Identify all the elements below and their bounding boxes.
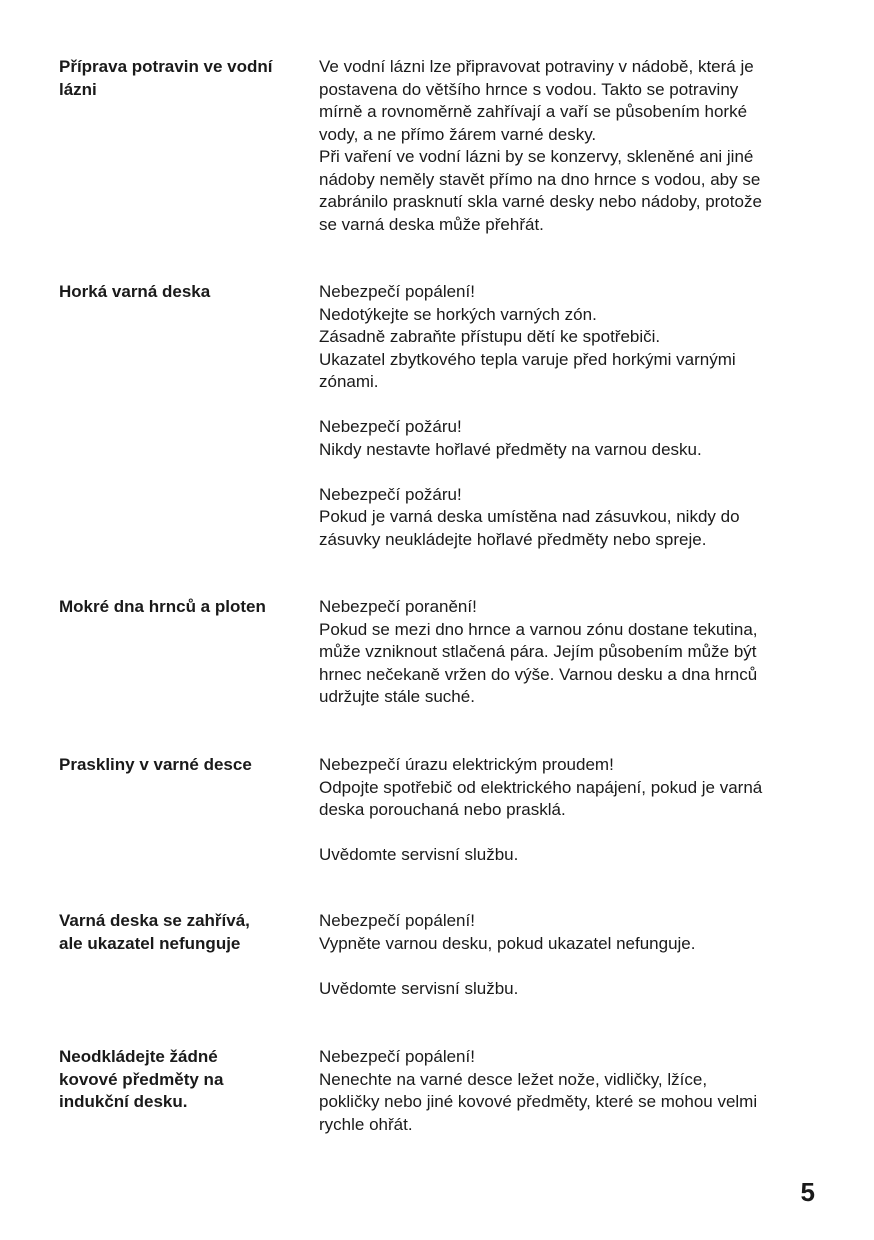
section-paragraph: Nebezpečí popálení! Nedotýkejte se horkých varných zón. Zásadně zabraňte přístupu dětí ke spotřebiči. Ukazatel zbytkového tepla varuje před horkými varnými zónami. xyxy=(319,282,736,391)
section-body xyxy=(319,754,819,867)
section-body xyxy=(319,281,819,551)
section-body xyxy=(319,596,819,709)
section-heading: Mokré dna hrnců a ploten xyxy=(59,597,266,616)
section-paragraph: Nebezpečí popálení! Nenechte na varné desce ležet nože, vidličky, lžíce, pokličky nebo jiné kovové předměty, které se mohou velmi rychle ohřát. xyxy=(319,1047,758,1134)
section-heading: Horká varná deska xyxy=(59,282,211,301)
section-paragraph: Uvědomte servisní službu. xyxy=(319,978,519,998)
section-paragraph: Ve vodní lázni lze připravovat potraviny v nádobě, která je postavena do většího hrnce s vodou. Takto se potraviny mírně a rovnoměrně zahřívají a vaří se působením horké vody, a ne přímo žárem varné desky. Při vaření ve vodní lázni by se konzervy, skleněné ani jiné nádoby neměly stavět přímo na dno hrnce s vodou, aby se zabránilo prasknutí skla varné desky nebo nádoby, protože se varná deska může přehřát. xyxy=(319,57,762,234)
section-body xyxy=(319,56,819,236)
section-heading: Praskliny v varné desce xyxy=(59,755,252,774)
section-heading: Varná deska se zahřívá, ale ukazatel nefunguje xyxy=(59,911,250,953)
section-heading: Neodkládejte žádné kovové předměty na indukční desku. xyxy=(59,1047,224,1111)
section-paragraph: Nebezpečí poranění! Pokud se mezi dno hrnce a varnou zónu dostane tekutina, může vzniknout stlačená pára. Jejím působením může být hrnec nečekaně vržen do výše. Varnou desku a dna hrnců udržujte stále suché. xyxy=(319,597,758,706)
page-number: 5 xyxy=(800,1177,815,1207)
section-paragraph: Nebezpečí požáru! Pokud je varná deska umístěna nad zásuvkou, nikdy do zásuvky neukládejte hořlavé předměty nebo spreje. xyxy=(319,484,740,549)
section-heading: Příprava potravin ve vodní lázni xyxy=(59,57,273,99)
section-paragraph: Nebezpečí úrazu elektrickým proudem! Odpojte spotřebič od elektrického napájení, pokud je varná deska porouchaná nebo prasklá. xyxy=(319,755,763,819)
section-body xyxy=(319,910,819,1000)
section-paragraph: Nebezpečí požáru! Nikdy nestavte hořlavé předměty na varnou desku. xyxy=(319,417,702,459)
section-paragraph: Uvědomte servisní službu. xyxy=(319,845,519,864)
section-paragraph: Nebezpečí popálení! Vypněte varnou desku, pokud ukazatel nefunguje. xyxy=(319,911,696,953)
section-body xyxy=(319,1046,819,1136)
